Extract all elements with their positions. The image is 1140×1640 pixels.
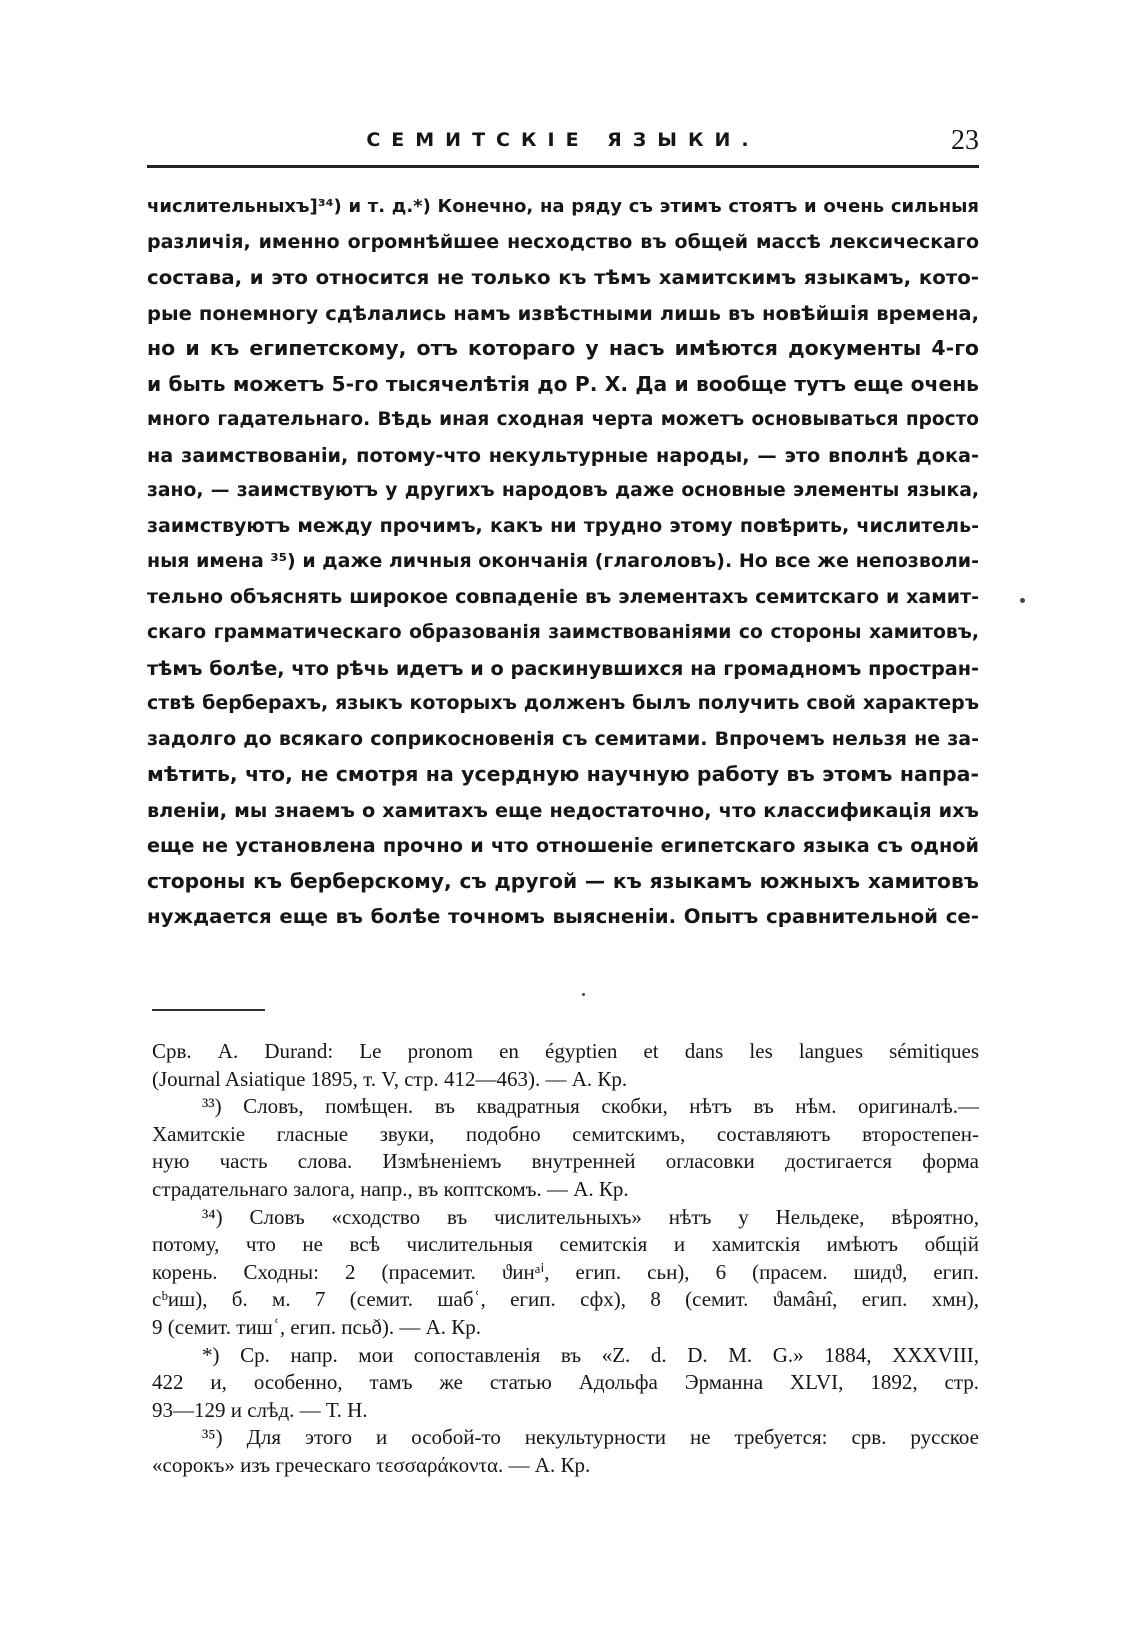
print-speck	[1020, 598, 1025, 603]
footnote-line: ³⁴) Словъ «сходство въ числительныхъ» нѣтъ у Нельдеке, вѣроятно,	[202, 1204, 979, 1229]
print-speck	[582, 993, 585, 996]
text-line: и быть можетъ 5-го тысячелѣтія до Р. Х. Да и вообще тутъ еще очень	[147, 371, 979, 396]
footnote-line: Хамитскіе гласные звуки, подобно семитскимъ, составляютъ второстепен-	[152, 1121, 979, 1146]
footnote-line: сᵇиш), б. м. 7 (семит. шабʿ, егип. сфх), 8 (семит. ϑамâнî, егип. хмн),	[152, 1287, 979, 1312]
footnote-line: ную часть слова. Измѣненіемъ внутренней огласовки достигается форма	[152, 1149, 979, 1174]
footnote-line: корень. Сходны: 2 (прасемит. ϑинᵃⁱ, егип. сьн), 6 (прасем. шидϑ, егип.	[152, 1259, 979, 1284]
footnote-line: ³³) Словъ, помѣщен. въ квадратныя скобки, нѣтъ въ нѣм. оригиналѣ.—	[202, 1094, 979, 1119]
footnote-line: *) Ср. напр. мои сопоставленія въ «Z. d. D. M. G.» 1884, XXXVIII,	[202, 1342, 979, 1367]
text-line: много гадательнаго. Вѣдь иная сходная черта можетъ основываться просто	[147, 409, 979, 430]
page-header	[147, 125, 979, 168]
text-line: на заимствованіи, потому-что некультурные народы, — это вполнѣ дока-	[147, 443, 979, 467]
footnote-line: ³⁵) Для этого и особой-то некультурности не требуется: срв. русское	[202, 1425, 979, 1450]
page-number: 23	[951, 125, 979, 156]
text-line: нуждается еще въ болѣе точномъ выясненіи. Опытъ сравнительной се-	[147, 905, 979, 928]
text-line: рые понемногу сдѣлались намъ извѣстными лишь въ новѣйшія времена,	[147, 301, 979, 325]
footnote-line: «сорокъ» изъ греческаго τεσσαράκοντα. — А. Кр.	[152, 1452, 591, 1477]
text-line: скаго грамматическаго образованія заимствованіями со стороны хамитовъ,	[147, 622, 979, 643]
text-line: но и къ египетскому, отъ котораго у насъ имѣются документы 4-го	[147, 336, 979, 360]
running-head: СЕМИТСКІЕ ЯЗЫКИ.	[366, 129, 760, 151]
text-line: ствѣ берберахъ, языкъ которыхъ долженъ былъ получить свой характеръ	[147, 692, 979, 714]
text-line: заимствуютъ между прочимъ, какъ ни трудно этому повѣрить, числитель-	[147, 514, 979, 537]
footnotes	[152, 1038, 979, 1480]
text-line: состава, и это относится не только къ тѣмъ хамитскимъ языкамъ, кото-	[147, 266, 979, 289]
footnote-line: Срв. A. Durand: Le pronom en égyptien et dans les langues sémitiques	[152, 1039, 979, 1063]
footnote-line: (Journal Asiatique 1895, т. V, стр. 412—463). — А. Кр.	[152, 1066, 628, 1091]
footnote-line: 422 и, особенно, тамъ же статью Адольфа Эрманна XLVI, 1892, стр.	[152, 1370, 979, 1395]
footnote-line: 9 (семит. тишʿ, егип. псьð). — А. Кр.	[152, 1314, 482, 1339]
text-line: числительныхъ]³⁴) и т. д.*) Конечно, на ряду съ этимъ стоятъ и очень сильныя	[147, 196, 979, 217]
text-line: вленіи, мы знаемъ о хамитахъ еще недостаточно, что классификація ихъ	[147, 798, 979, 822]
footnote-separator	[152, 1009, 265, 1011]
main-text	[147, 189, 979, 935]
text-line: тельно объяснять широкое совпаденіе въ элементахъ семитскаго и хамит-	[147, 585, 979, 608]
footnote-line: страдательнаго залога, напр., въ коптскомъ. — А. Кр.	[152, 1176, 629, 1201]
text-line: еще не установлена прочно и что отношеніе египетскаго языка съ одной	[147, 834, 979, 857]
footnote-line: потому, что не всѣ числительныя семитскія и хамитскія имѣютъ общій	[152, 1232, 979, 1257]
text-line: ныя имена ³⁵) и даже личныя окончанія (глаголовъ). Но все же непозволи-	[147, 550, 980, 572]
text-line: мѣтить, что, не смотря на усердную научную работу въ этомъ напра-	[147, 762, 979, 786]
footnote-line: 93—129 и слѣд. — Т. Н.	[152, 1397, 368, 1422]
text-line: стороны къ берберскому, съ другой — къ языкамъ южныхъ хамитовъ	[147, 868, 979, 893]
text-line: различія, именно огромнѣйшее несходство въ общей массѣ лексическаго	[147, 230, 979, 253]
text-line: задолго до всякаго соприкосновенія съ семитами. Впрочемъ нельзя не за-	[147, 727, 979, 750]
text-line: тѣмъ болѣе, что рѣчь идетъ и о раскинувшихся на громадномъ простран-	[147, 656, 979, 680]
text-line: зано, — заимствуютъ у другихъ народовъ даже основные элементы языка,	[147, 480, 979, 501]
